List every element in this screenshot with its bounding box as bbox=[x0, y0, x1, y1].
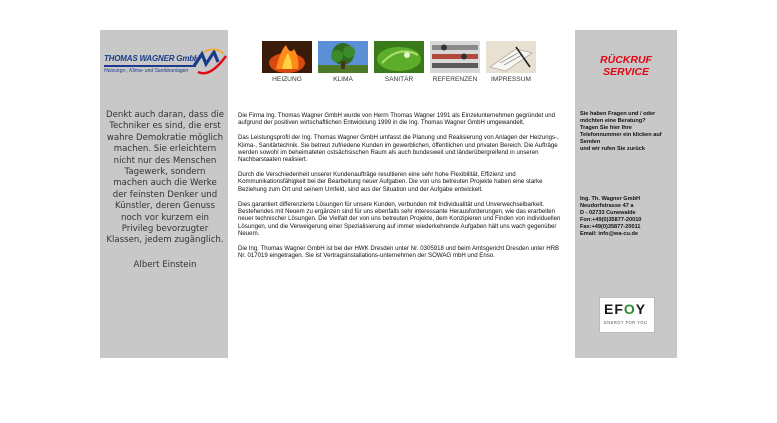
nav-label: KLIMA bbox=[333, 76, 353, 83]
nav-label: SANITÄR bbox=[384, 76, 414, 83]
nav-item-sanitaer[interactable] bbox=[374, 41, 424, 91]
contact-info bbox=[580, 196, 674, 239]
logo-swoosh-icon bbox=[192, 48, 228, 78]
logo-subtitle: Heizungs-, Klima- und Sanitäranlagen bbox=[104, 68, 189, 74]
nav-label: HEIZUNG bbox=[272, 76, 302, 83]
rueckruf-line2: SERVICE bbox=[602, 66, 650, 78]
company-text bbox=[238, 112, 563, 267]
nav-item-klima[interactable] bbox=[318, 41, 368, 91]
quote-author: Albert Einstein bbox=[133, 259, 197, 270]
efoy-logo[interactable] bbox=[599, 297, 655, 333]
main-content bbox=[228, 30, 575, 358]
logo-underline bbox=[104, 65, 196, 67]
paragraph: Die Firma Ing. Thomas Wagner GmbH wurde von Herrn Thomas Wagner 1991 als Einzelunternehmen gegründet und aufgrund der positiven wirtschaftlichen Entwicklung 1999 in die Ing. Thomas Wagner GmbH umgewandelt. bbox=[238, 112, 556, 127]
contact-phone: Fon:+49(0)35877-20010 bbox=[580, 217, 642, 224]
contact-city: D - 02733 Cunewalde bbox=[580, 210, 636, 217]
left-sidebar bbox=[100, 30, 228, 358]
callback-line: Senden bbox=[580, 139, 601, 146]
rueckruf-line1: RÜCKRUF bbox=[600, 54, 652, 66]
efoy-wordmark: EFOY bbox=[604, 301, 647, 317]
nav-item-referenzen[interactable] bbox=[430, 41, 480, 91]
contact-fax: Fax:+49(0)35877-20011 bbox=[580, 224, 641, 231]
contact-email-link[interactable]: Email: info@wa-cu.de bbox=[580, 231, 638, 238]
nav-item-impressum[interactable] bbox=[486, 41, 536, 91]
callback-info bbox=[580, 111, 674, 154]
tree-icon bbox=[318, 41, 368, 73]
callback-line: und wir rufen Sie zurück bbox=[580, 146, 645, 153]
main-navigation bbox=[262, 41, 552, 91]
einstein-quote bbox=[106, 110, 224, 271]
document-icon bbox=[486, 41, 536, 73]
callback-line: möchten eine Beratung? bbox=[580, 118, 646, 125]
flame-icon bbox=[262, 41, 312, 73]
water-drop-icon bbox=[374, 41, 424, 73]
company-logo[interactable] bbox=[104, 52, 226, 82]
contact-street: Neudorfstrasse 47 a bbox=[580, 203, 634, 210]
quote-text: Denkt auch daran, dass die Techniker es sind, die erst wahre Demokratie möglich machen. Sie erleichtern nicht nur des Menschen Tagewerk, sondern machen auch die Werke der feinsten Denker und Künstler, deren Genuss noch vor kurzem ein Privileg bevorzugter Klassen, jedem zugänglich. bbox=[106, 110, 225, 246]
pipes-icon bbox=[430, 41, 480, 73]
callback-line: Sie haben Fragen und / oder bbox=[580, 111, 656, 117]
nav-label: REFERENZEN bbox=[432, 76, 478, 83]
paragraph: Durch die Verschiedenheit unserer Kundenaufträge resultieren eine sehr hohe Flexibilität, Effizienz und Kommunikationsfähigkeit bei der Bearbeitung neuer Aufgaben. Die von uns betreuten Projekte haben eine starke Beziehung zum Ort und seinem Umfeld, sind aus der Situation und der Aufgabe entwickelt. bbox=[238, 171, 543, 193]
paragraph: Dies garantiert differenzierte Lösungen für unsere Kunden, verbunden mit Individualität und Unverwechselbarkeit. Bestehendes mit Neuem zu ergänzen sind für uns ebenfalls sehr interessante Herausforderungen, wie das erarbeiten neuer technischer Lösungen. Die Vielfalt der von uns betreuten Projekte, dem Konzipieren und Finden von individuellen Lösungen, und die Verweigerung einer Spezialisierung auf immer wiederkehrende Aufgaben hält uns wach gegenüber Neuem. bbox=[238, 200, 561, 238]
page-frame bbox=[100, 30, 677, 358]
right-sidebar bbox=[575, 30, 677, 358]
logo-name: THOMAS WAGNER GmbH bbox=[104, 54, 200, 63]
paragraph: Die Ing. Thomas Wagner GmbH ist bei der HWK Dresden unter Nr. 0305918 und beim Amtsgericht Dresden unter HRB Nr. 017019 eingetragen. Sie ist Vertragsinstallations-unternehmen der SOWAG mbH und Enso. bbox=[238, 244, 560, 260]
efoy-tagline: ENERGY FOR YOU bbox=[604, 320, 648, 325]
callback-line: Telefonnummer ein klicken auf bbox=[580, 132, 662, 139]
paragraph: Das Leistungsprofil der Ing. Thomas Wagner GmbH umfasst die Planung und Realisierung von Anlagen der Heizungs-, Klima-, Sanitärtechnik. Sie betreut zufriedene Kunden im gewerblichen, öffentlichen und privaten Bereich. Die Aufträge werden sowohl im beheimateten ostsächsischen Raum als auch bundesweit und länderübergreifend in unseren Nachbarstaaten realisiert. bbox=[238, 134, 559, 164]
nav-label: IMPRESSUM bbox=[491, 76, 531, 83]
contact-company: Ing. Th. Wagner GmbH bbox=[580, 196, 641, 202]
nav-item-heizung[interactable] bbox=[262, 41, 312, 91]
rueckruf-service-title bbox=[575, 54, 677, 78]
callback-line: Tragen Sie hier Ihre bbox=[580, 125, 632, 132]
